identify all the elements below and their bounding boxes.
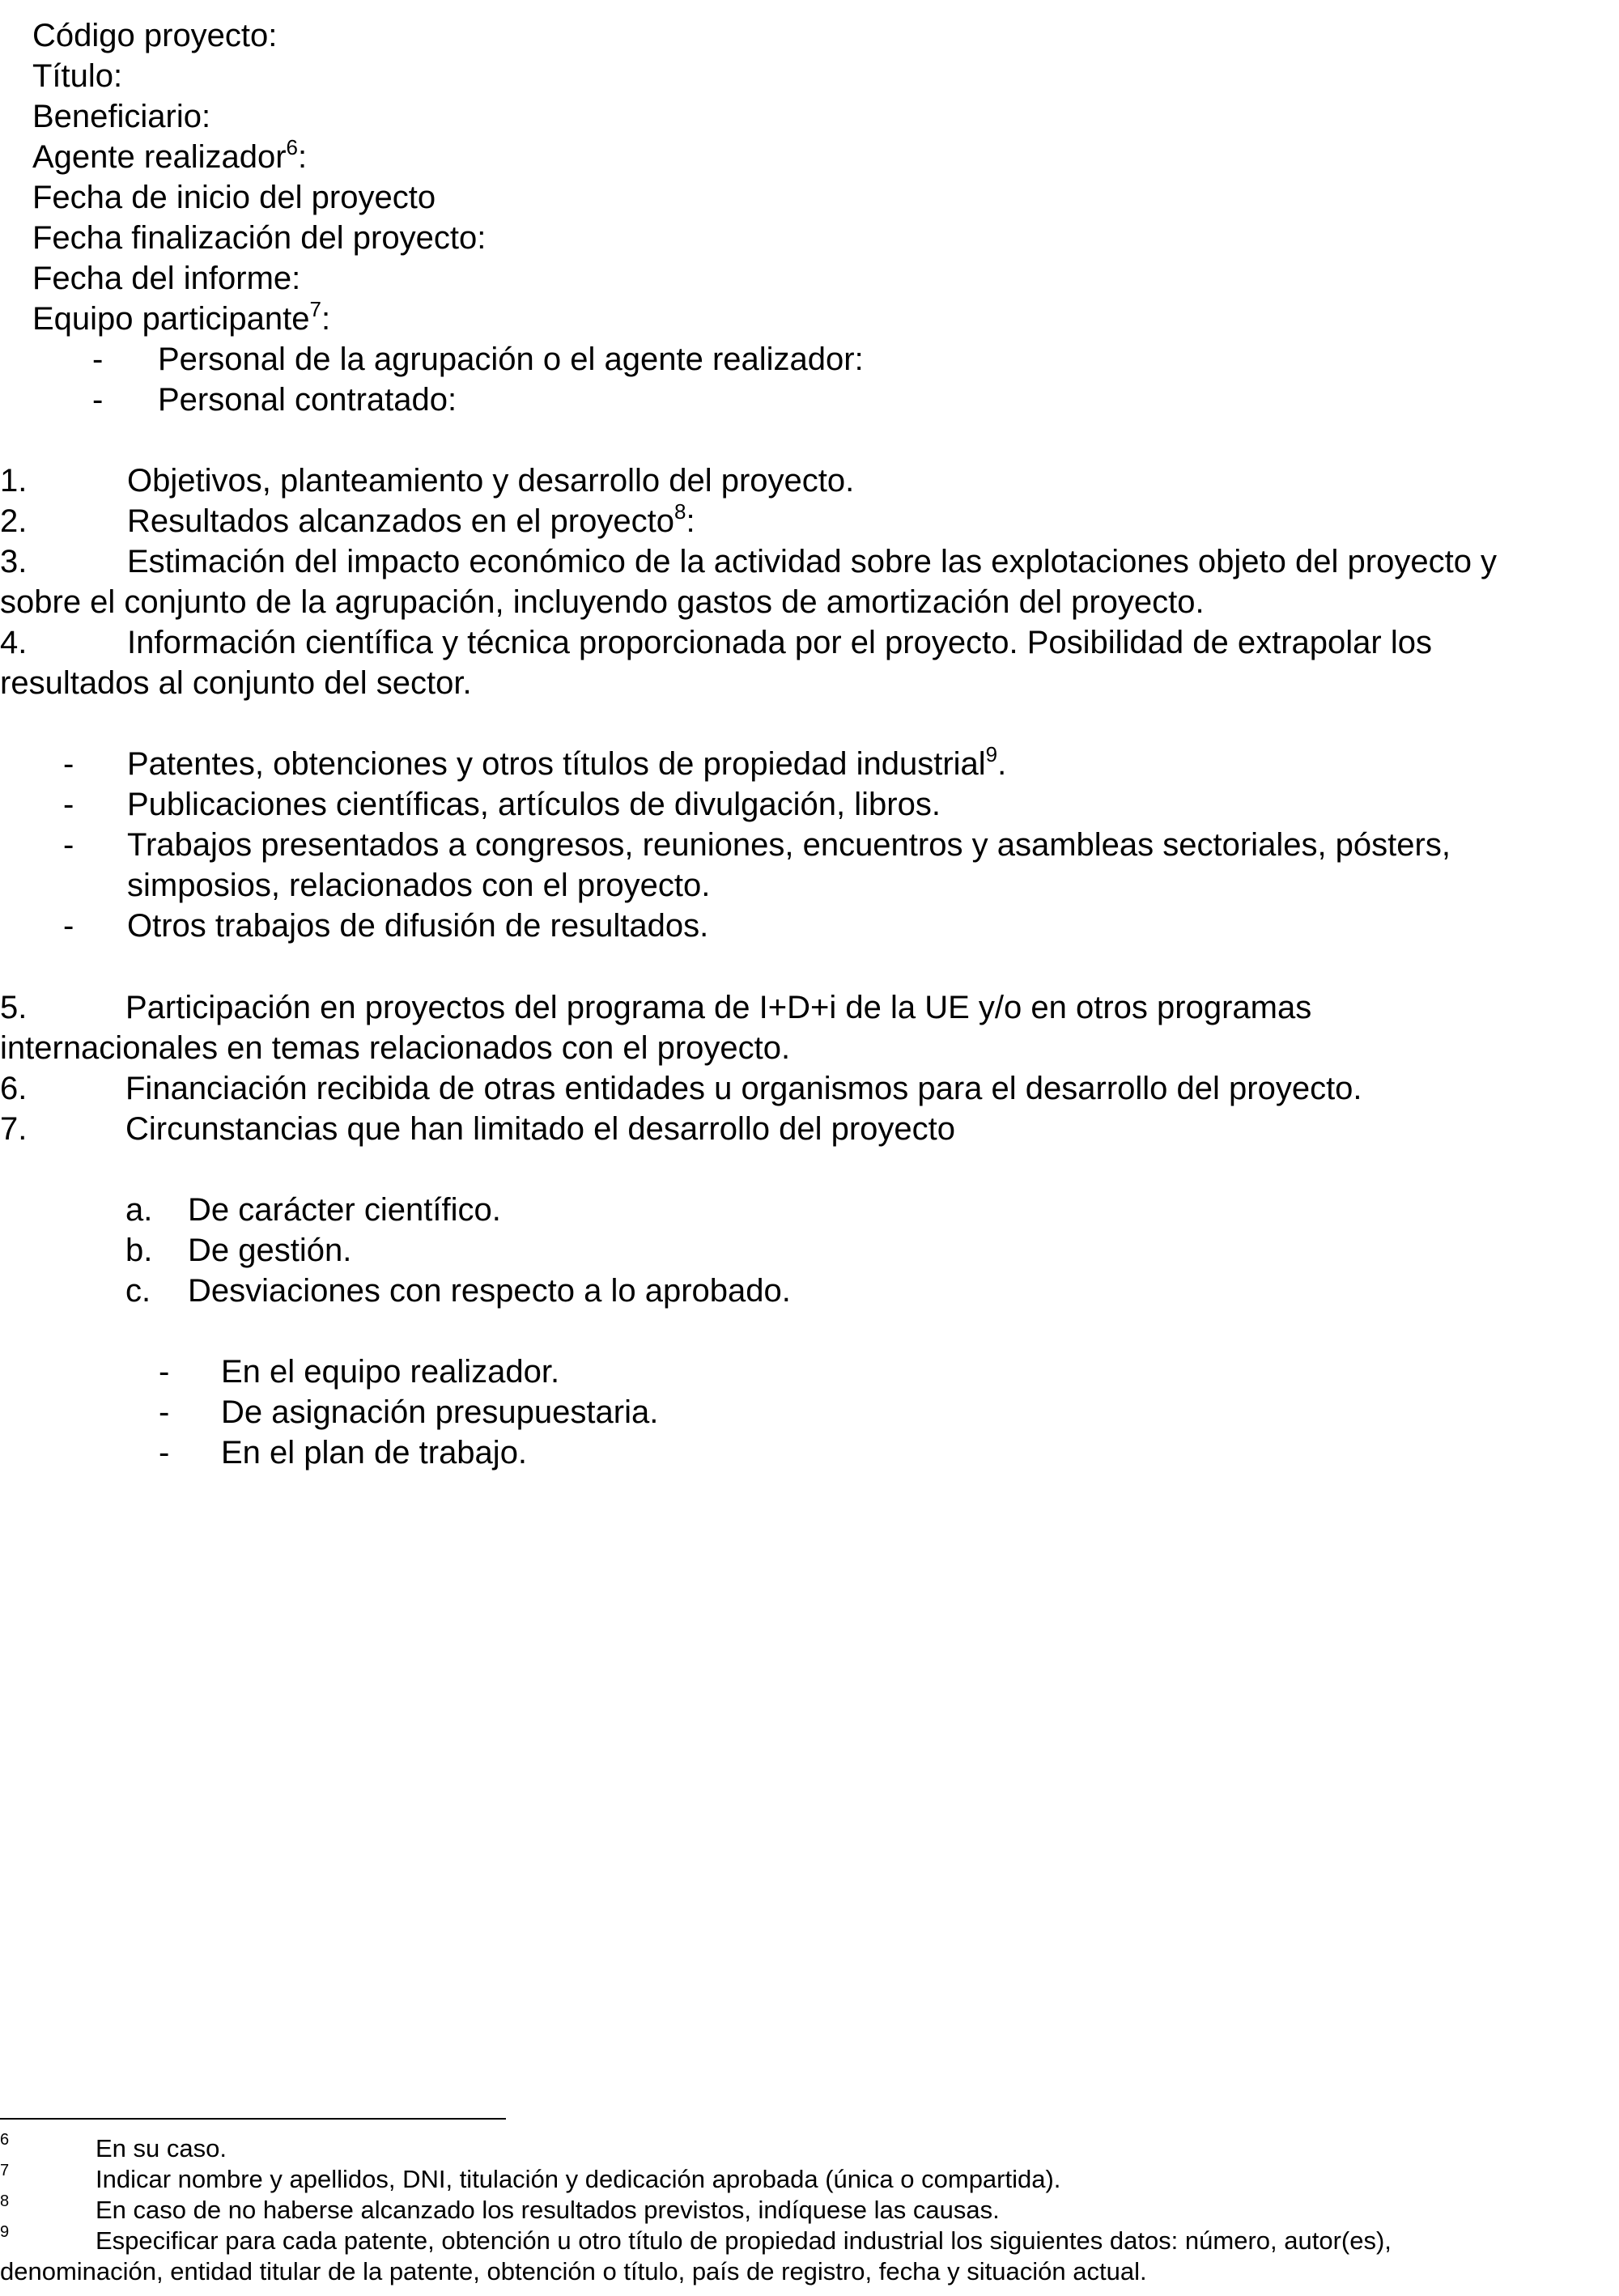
footnote-number: 6 xyxy=(0,2131,10,2149)
section-5-continuation: internacionales en temas relacionados con el proyecto. xyxy=(0,1030,791,1066)
footnote-9: Especificar para cada patente, obtención u otro título de propiedad industrial los siguientes datos: número, autor(es), xyxy=(96,2226,1392,2255)
field-agente-realizador: Agente realizador$^6$: xyxy=(32,135,308,175)
footnote-7: Indicar nombre y apellidos, DNI, titulación y dedicación aprobada (única o compartida). xyxy=(96,2165,1061,2193)
limit-item-marker: a. xyxy=(125,1192,153,1228)
field-codigo-proyecto: Código proyecto: xyxy=(32,18,278,53)
limit-item-gestion: De gestión. xyxy=(188,1233,352,1268)
footnote-ref-6: 6 xyxy=(286,135,299,159)
section-number: 7. xyxy=(0,1111,28,1147)
team-item-contratado: Personal contratado: xyxy=(158,382,457,418)
section-7-text: Circunstancias que han limitado el desarrollo del proyecto xyxy=(125,1111,955,1147)
section-2-text: Resultados alcanzados en el proyecto$^8$: xyxy=(127,499,695,539)
section-3-continuation: sobre el conjunto de la agrupación, incluyendo gastos de amortización del proyecto. xyxy=(0,584,1205,620)
section-1-text: Objetivos, planteamiento y desarrollo del proyecto. xyxy=(127,463,855,499)
field-titulo: Título: xyxy=(32,58,123,94)
deviation-item-marker: - xyxy=(159,1394,170,1430)
field-fecha-finalizacion: Fecha finalización del proyecto: xyxy=(32,220,487,256)
deviation-item-plan: En el plan de trabajo. xyxy=(221,1435,528,1471)
deviation-item-presupuestaria: De asignación presupuestaria. xyxy=(221,1394,659,1430)
results-item-marker: - xyxy=(63,908,74,944)
results-item-trabajos-continuation: simposios, relacionados con el proyecto. xyxy=(127,868,711,903)
footnote-number: 7 xyxy=(0,2162,10,2179)
team-item-marker: - xyxy=(92,342,104,377)
limit-item-desviaciones: Desviaciones con respecto a lo aprobado. xyxy=(188,1273,791,1309)
section-4-text: Información científica y técnica proporcionada por el proyecto. Posibilidad de extrapolar los xyxy=(127,625,1432,660)
team-item-marker: - xyxy=(92,382,104,418)
footnote-separator xyxy=(0,2118,506,2120)
results-item-marker: - xyxy=(63,827,74,863)
limit-item-cientifico: De carácter científico. xyxy=(188,1192,501,1228)
footnote-6: En su caso. xyxy=(96,2134,227,2162)
section-5-text: Participación en proyectos del programa de I+D+i de la UE y/o en otros programas xyxy=(125,990,1312,1025)
section-number: 5. xyxy=(0,990,28,1025)
deviation-item-marker: - xyxy=(159,1435,170,1471)
footnote-8: En caso de no haberse alcanzado los resultados previstos, indíquese las causas. xyxy=(96,2196,1000,2224)
footnote-ref-9: 9 xyxy=(985,742,998,766)
footnote-number: 8 xyxy=(0,2192,10,2210)
results-item-marker: - xyxy=(63,746,74,782)
field-equipo-participante: Equipo participante$^7$: xyxy=(32,297,331,337)
footnote-ref-7: 7 xyxy=(309,297,321,321)
field-fecha-informe: Fecha del informe: xyxy=(32,261,301,296)
results-item-publicaciones: Publicaciones científicas, artículos de divulgación, libros. xyxy=(127,787,941,822)
team-item-agrupacion: Personal de la agrupación o el agente realizador: xyxy=(158,342,864,377)
field-beneficiario: Beneficiario: xyxy=(32,99,211,134)
footnote-ref-8: 8 xyxy=(674,499,686,524)
section-number: 4. xyxy=(0,625,28,660)
field-fecha-inicio: Fecha de inicio del proyecto xyxy=(32,180,436,215)
section-number: 2. xyxy=(0,503,28,539)
limit-item-marker: c. xyxy=(125,1273,151,1309)
limit-item-marker: b. xyxy=(125,1233,153,1268)
results-item-marker: - xyxy=(63,787,74,822)
deviation-item-equipo: En el equipo realizador. xyxy=(221,1354,560,1390)
section-3-text: Estimación del impacto económico de la actividad sobre las explotaciones objeto del proyecto y xyxy=(127,544,1498,579)
footnote-number: 9 xyxy=(0,2223,10,2241)
footnote-9-continuation: denominación, entidad titular de la patente, obtención o título, país de registro, fecha y situación actual. xyxy=(0,2257,1147,2285)
results-item-trabajos: Trabajos presentados a congresos, reuniones, encuentros y asambleas sectoriales, pósters, xyxy=(127,827,1451,863)
section-4-continuation: resultados al conjunto del sector. xyxy=(0,665,472,701)
section-number: 3. xyxy=(0,544,28,579)
section-number: 1. xyxy=(0,463,28,499)
deviation-item-marker: - xyxy=(159,1354,170,1390)
section-number: 6. xyxy=(0,1071,28,1106)
results-item-patentes: Patentes, obtenciones y otros títulos de propiedad industrial$^9$. xyxy=(127,742,1007,782)
section-6-text: Financiación recibida de otras entidades u organismos para el desarrollo del proyecto. xyxy=(125,1071,1362,1106)
results-item-otros: Otros trabajos de difusión de resultados. xyxy=(127,908,709,944)
